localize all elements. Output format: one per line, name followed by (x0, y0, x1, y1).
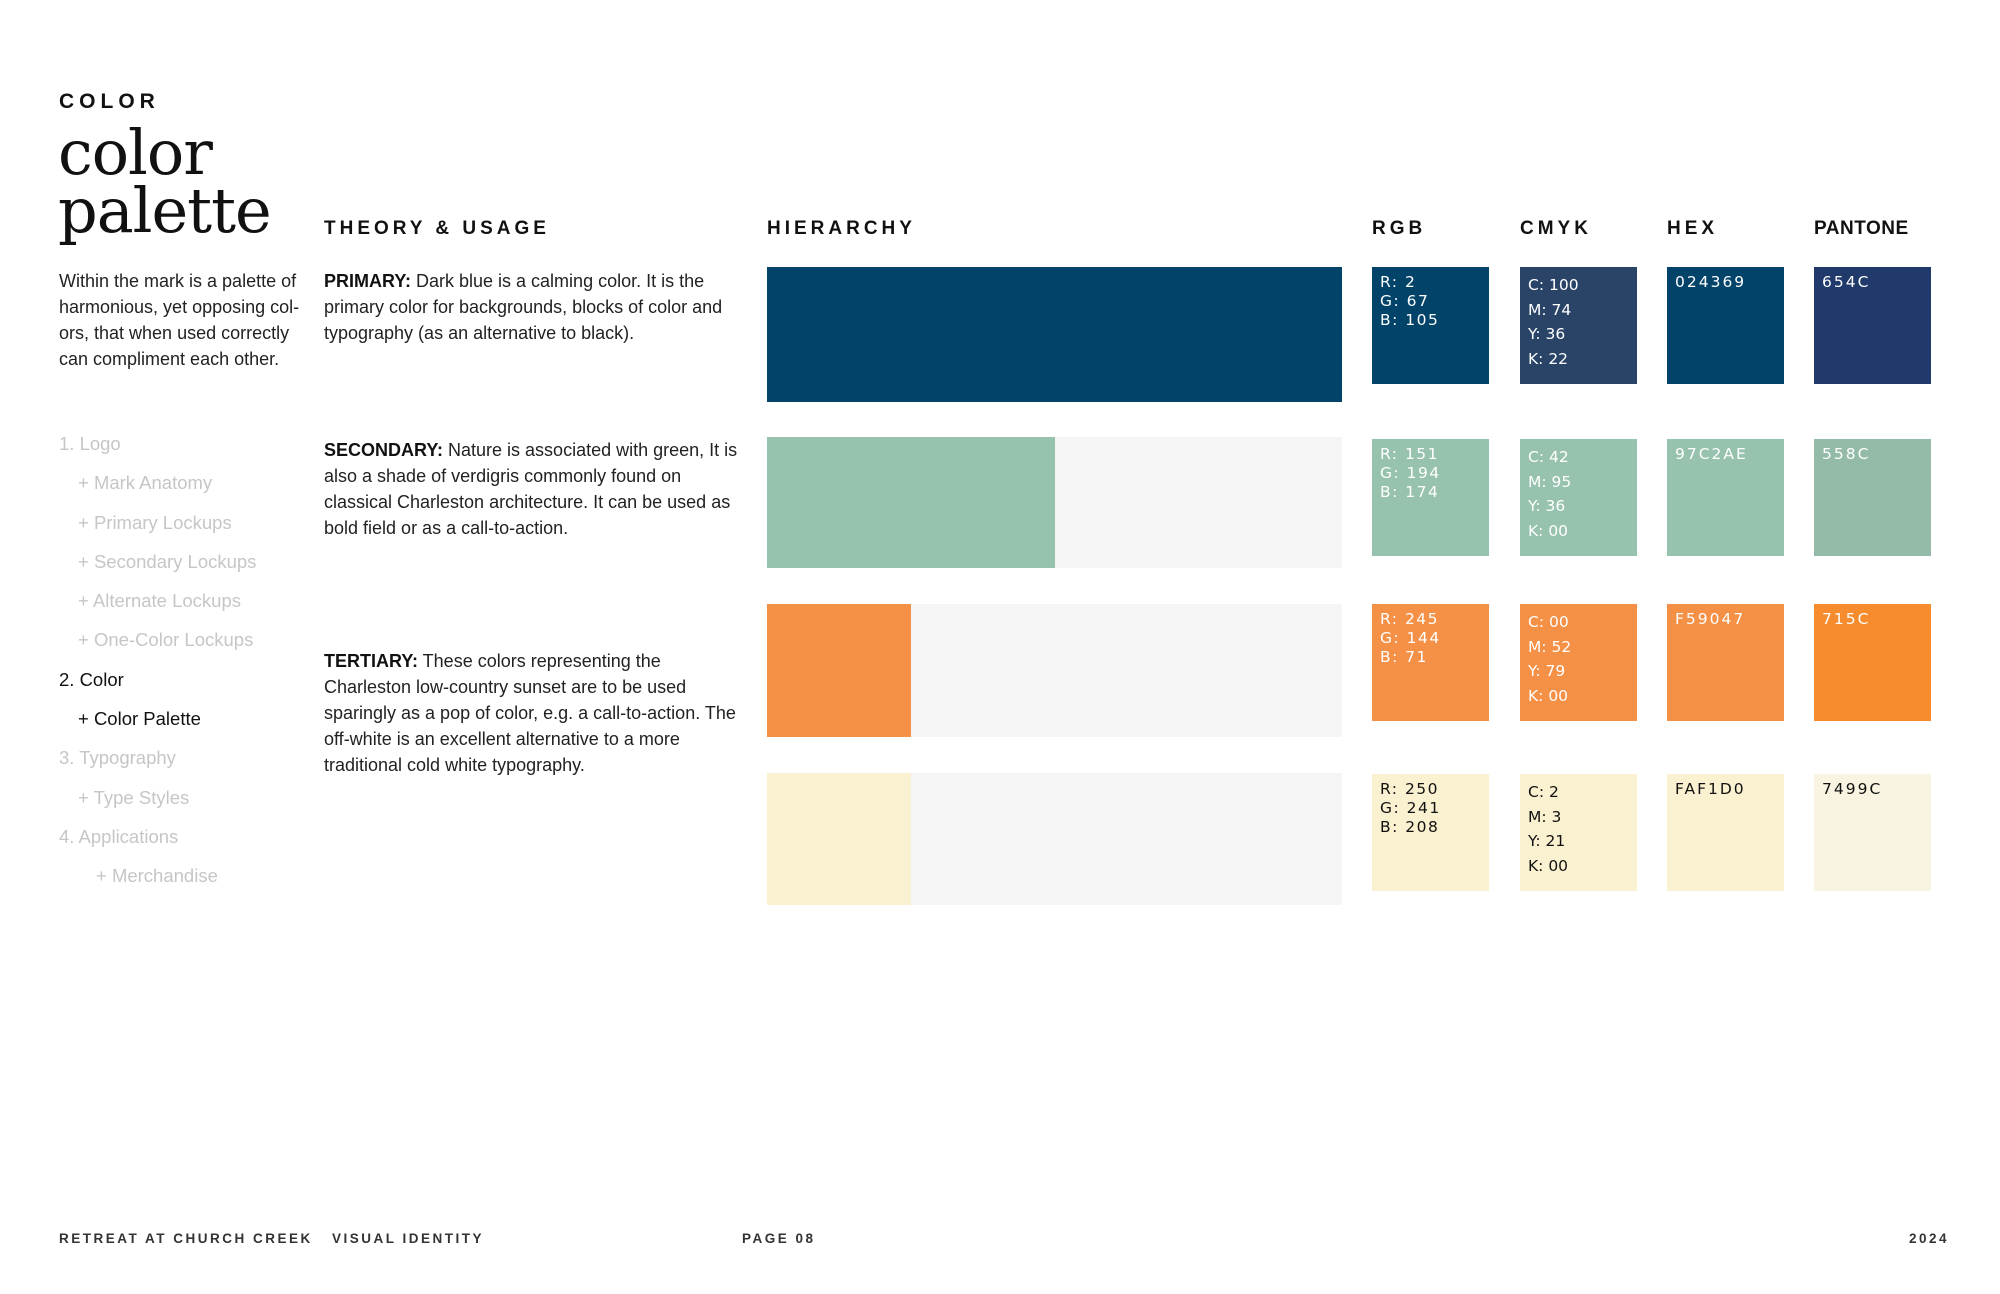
pantone-value: 715C (1822, 610, 1871, 628)
hierarchy-bar-off-white (767, 773, 1342, 905)
nav-item-type-styles[interactable]: + Type Styles (78, 786, 190, 808)
nav-item-alternate-lockups[interactable]: + Alternate Lockups (78, 590, 242, 612)
hex-swatch-off-white (1667, 774, 1784, 891)
hierarchy-fill-orange (767, 604, 911, 737)
description-tertiary (324, 648, 744, 778)
nav-item-merchandise[interactable]: + Merchandise (96, 865, 218, 887)
cmyk-c-value: C: 100 (1528, 276, 1579, 294)
hierarchy-fill-dark-blue (767, 267, 1342, 402)
cmyk-m-value: M: 3 (1528, 807, 1562, 826)
cmyk-swatch-green (1520, 439, 1637, 556)
rgb-swatch-orange (1372, 604, 1489, 721)
footer-brand: RETREAT AT CHURCH CREEK (59, 1231, 313, 1246)
rgb-r-value: R: 151 (1380, 445, 1440, 463)
description-primary-label: PRIMARY: (324, 271, 411, 291)
hierarchy-bar-dark-blue (767, 267, 1342, 402)
nav-item-mark-anatomy[interactable]: + Mark Anatomy (78, 472, 213, 494)
hex-value: 024369 (1675, 273, 1747, 291)
description-secondary-text: Nature is associated with green, It is also a shade of verdigris commonly found on classical Charleston architecture. It can be used as bold field or as a call-to-action. (324, 440, 738, 538)
column-header-hierarchy: HIERARCHY (767, 218, 916, 239)
hex-swatch-green (1667, 439, 1784, 556)
rgb-r-value: R: 2 (1380, 273, 1417, 291)
page-title (58, 116, 318, 247)
description-tertiary-label: TERTIARY: (324, 651, 418, 671)
pantone-swatch-dark-blue (1814, 267, 1931, 384)
column-header-cmyk: CMYK (1520, 218, 1592, 239)
pantone-value: 558C (1822, 445, 1871, 463)
rgb-r-value: R: 245 (1380, 610, 1440, 628)
page-title-line-1: color (58, 116, 212, 189)
rgb-g-value: G: 144 (1380, 629, 1441, 647)
pantone-swatch-orange (1814, 604, 1931, 721)
rgb-g-value: G: 194 (1380, 464, 1441, 482)
rgb-swatch-dark-blue (1372, 267, 1489, 384)
column-header-hex: HEX (1667, 218, 1719, 239)
pantone-value: 654C (1822, 273, 1871, 291)
rgb-swatch-green (1372, 439, 1489, 556)
cmyk-swatch-dark-blue (1520, 267, 1637, 384)
cmyk-y-value: Y: 36 (1528, 325, 1566, 343)
hierarchy-bar-green (767, 437, 1342, 568)
nav-item-applications[interactable]: 4. Applications (59, 825, 179, 847)
intro-paragraph: Within the mark is a palette of harmonious, yet opposing col-ors, that when used correctly can compliment each other. (59, 271, 300, 369)
rgb-g-value: G: 241 (1380, 799, 1441, 817)
description-primary-text: Dark blue is a calming color. It is the primary color for backgrounds, blocks of color and typography (as an alternative to black). (324, 271, 723, 343)
description-secondary (324, 437, 744, 541)
column-header-theory: THEORY & USAGE (324, 218, 550, 239)
cmyk-c-value: C: 2 (1528, 783, 1559, 801)
pantone-swatch-off-white (1814, 774, 1931, 891)
cmyk-c-value: C: 00 (1528, 613, 1569, 631)
pantone-value: 7499C (1822, 780, 1883, 798)
rgb-g-value: G: 67 (1380, 292, 1430, 310)
rgb-b-value: B: 105 (1380, 311, 1440, 329)
cmyk-y-value: Y: 21 (1528, 832, 1566, 850)
footer-page-number: PAGE 08 (742, 1231, 816, 1246)
cmyk-k-value: K: 00 (1528, 686, 1569, 705)
cmyk-y-value: Y: 79 (1528, 662, 1566, 680)
rgb-b-value: B: 71 (1380, 648, 1429, 666)
hex-value: 97C2AE (1675, 445, 1748, 463)
hex-value: FAF1D0 (1675, 780, 1746, 798)
hierarchy-fill-off-white (767, 773, 911, 905)
description-tertiary-text: These colors representing the Charleston low-country sunset are to be used sparingly as a pop of color, e.g. a call-to-action. The off-white is an excellent alternative to a more traditional cold white typography. (324, 651, 736, 775)
cmyk-swatch-off-white (1520, 774, 1637, 891)
cmyk-c-value: C: 42 (1528, 448, 1569, 466)
section-eyebrow: COLOR (59, 90, 160, 113)
rgb-r-value: R: 250 (1380, 780, 1440, 798)
cmyk-m-value: M: 95 (1528, 472, 1572, 491)
hierarchy-fill-green (767, 437, 1055, 568)
nav-item-color[interactable]: 2. Color (59, 668, 124, 690)
hex-swatch-orange (1667, 604, 1784, 721)
cmyk-k-value: K: 00 (1528, 856, 1569, 875)
pantone-swatch-green (1814, 439, 1931, 556)
nav-item-logo[interactable]: 1. Logo (59, 433, 121, 454)
nav-item-color-palette[interactable]: + Color Palette (78, 708, 201, 730)
cmyk-k-value: K: 22 (1528, 349, 1569, 368)
description-secondary-label: SECONDARY: (324, 440, 444, 460)
hierarchy-bar-orange (767, 604, 1342, 737)
cmyk-swatch-orange (1520, 604, 1637, 721)
cmyk-k-value: K: 00 (1528, 521, 1569, 540)
footer-year: 2024 (1908, 1231, 1949, 1246)
nav-item-secondary-lockups[interactable]: + Secondary Lockups (78, 550, 257, 572)
cmyk-m-value: M: 52 (1528, 637, 1572, 656)
rgb-b-value: B: 174 (1380, 483, 1440, 501)
nav-item-typography[interactable]: 3. Typography (59, 747, 176, 769)
table-of-contents (59, 433, 309, 905)
nav-item-one-color-lockups[interactable]: + One-Color Lockups (78, 629, 254, 651)
hex-swatch-dark-blue (1667, 267, 1784, 384)
page-title-line-2: palette (58, 174, 271, 247)
cmyk-y-value: Y: 36 (1528, 497, 1566, 515)
column-header-rgb: RGB (1372, 218, 1427, 239)
rgb-b-value: B: 208 (1380, 818, 1440, 836)
description-primary (324, 268, 744, 346)
hex-value: F59047 (1675, 610, 1746, 628)
cmyk-m-value: M: 74 (1528, 300, 1572, 319)
footer-section: VISUAL IDENTITY (332, 1231, 485, 1246)
rgb-swatch-off-white (1372, 774, 1489, 891)
nav-item-primary-lockups[interactable]: + Primary Lockups (78, 511, 232, 533)
column-header-pantone: PANTONE (1814, 218, 1909, 239)
